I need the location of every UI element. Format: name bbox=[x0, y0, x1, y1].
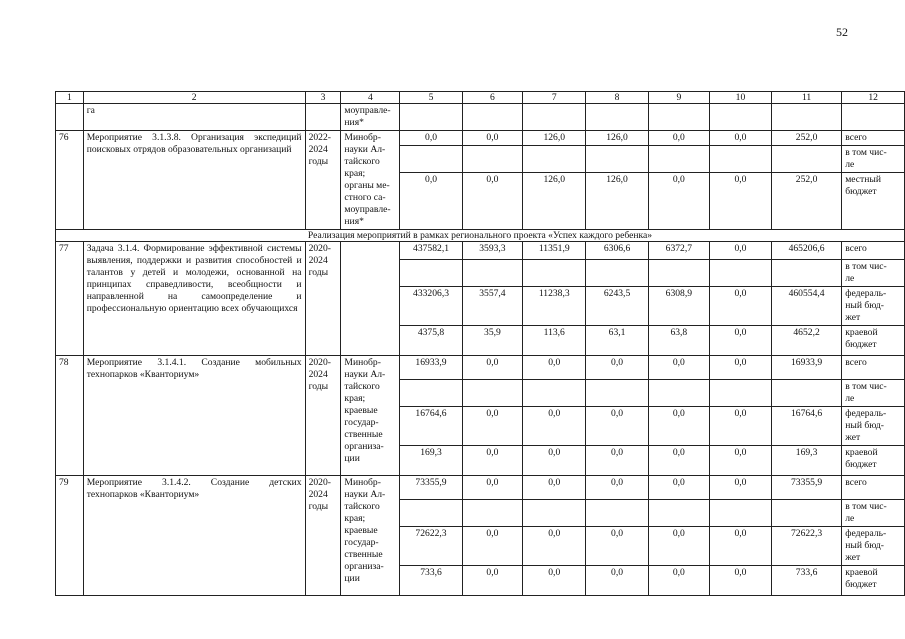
value-cell: 0,0 bbox=[523, 527, 586, 566]
funding-source: всего bbox=[842, 242, 905, 260]
funding-source: в том чис- ле bbox=[842, 500, 905, 527]
cell-name: га bbox=[83, 104, 305, 131]
value-cell bbox=[771, 500, 841, 527]
value-cell: 465206,6 bbox=[771, 242, 841, 260]
value-cell: 0,0 bbox=[586, 446, 648, 476]
value-cell bbox=[648, 500, 709, 527]
value-cell: 733,6 bbox=[400, 566, 462, 596]
value-cell: 72622,3 bbox=[771, 527, 841, 566]
row-name: Мероприятие 3.1.4.2. Создание детских технопарков «Кванториум» bbox=[83, 476, 305, 596]
value-cell: 0,0 bbox=[648, 356, 709, 380]
table-row bbox=[56, 356, 905, 380]
value-cell: 16764,6 bbox=[400, 407, 462, 446]
value-cell: 126,0 bbox=[523, 173, 586, 230]
column-header: 12 bbox=[842, 92, 905, 104]
row-years: 2020- 2024 годы bbox=[305, 356, 341, 476]
value-cell: 0,0 bbox=[709, 131, 771, 146]
value-cell bbox=[400, 380, 462, 407]
column-header: 4 bbox=[341, 92, 400, 104]
value-cell bbox=[586, 380, 648, 407]
value-cell: 0,0 bbox=[523, 476, 586, 500]
value-cell: 0,0 bbox=[586, 476, 648, 500]
value-cell bbox=[523, 380, 586, 407]
value-cell: 72622,3 bbox=[400, 527, 462, 566]
value-cell bbox=[523, 500, 586, 527]
funding-source: краевой бюджет bbox=[842, 446, 905, 476]
value-cell: 169,3 bbox=[400, 446, 462, 476]
value-cell: 169,3 bbox=[771, 446, 841, 476]
value-cell: 437582,1 bbox=[400, 242, 462, 260]
value-cell: 0,0 bbox=[523, 356, 586, 380]
value-cell: 0,0 bbox=[648, 566, 709, 596]
funding-source: всего bbox=[842, 131, 905, 146]
value-cell: 0,0 bbox=[586, 527, 648, 566]
value-cell: 63,8 bbox=[648, 326, 709, 356]
value-cell bbox=[709, 500, 771, 527]
value-cell: 73355,9 bbox=[400, 476, 462, 500]
value-cell: 0,0 bbox=[586, 407, 648, 446]
row-name: Задача 3.1.4. Формирование эффективной системы выявления, поддержки и развития способностей и талантов у детей и молодежи, основанной на принципах справедливости, всеобщности и направленной на самоопределение и профессиональную ориентацию всех обучающихся bbox=[83, 242, 305, 356]
column-header: 7 bbox=[523, 92, 586, 104]
value-cell: 460554,4 bbox=[771, 287, 841, 326]
funding-source: в том чис- ле bbox=[842, 146, 905, 173]
value-cell bbox=[586, 146, 648, 173]
value-cell bbox=[400, 146, 462, 173]
value-cell bbox=[648, 380, 709, 407]
value-cell bbox=[709, 380, 771, 407]
value-cell: 0,0 bbox=[462, 527, 522, 566]
cell-empty bbox=[771, 104, 841, 131]
table-row bbox=[56, 131, 905, 146]
value-cell: 0,0 bbox=[709, 173, 771, 230]
value-cell: 11238,3 bbox=[523, 287, 586, 326]
cell-empty bbox=[462, 104, 522, 131]
column-header: 10 bbox=[709, 92, 771, 104]
value-cell: 0,0 bbox=[648, 446, 709, 476]
value-cell: 4652,2 bbox=[771, 326, 841, 356]
value-cell: 0,0 bbox=[709, 326, 771, 356]
value-cell: 0,0 bbox=[462, 566, 522, 596]
value-cell: 126,0 bbox=[586, 131, 648, 146]
value-cell: 0,0 bbox=[586, 566, 648, 596]
cell-empty bbox=[648, 104, 709, 131]
value-cell bbox=[523, 260, 586, 287]
row-number: 78 bbox=[56, 356, 84, 476]
value-cell: 0,0 bbox=[709, 287, 771, 326]
value-cell: 0,0 bbox=[648, 173, 709, 230]
column-header: 2 bbox=[83, 92, 305, 104]
value-cell: 6306,6 bbox=[586, 242, 648, 260]
value-cell: 0,0 bbox=[586, 356, 648, 380]
cell-empty bbox=[56, 104, 84, 131]
value-cell bbox=[462, 146, 522, 173]
value-cell: 0,0 bbox=[709, 527, 771, 566]
value-cell: 126,0 bbox=[586, 173, 648, 230]
value-cell bbox=[586, 500, 648, 527]
value-cell: 6308,9 bbox=[648, 287, 709, 326]
row-executor: Минобр- науки Ал- тайского края; краевые государ- ственные организа- ции bbox=[341, 476, 400, 596]
row-number: 79 bbox=[56, 476, 84, 596]
column-header: 11 bbox=[771, 92, 841, 104]
value-cell: 0,0 bbox=[462, 356, 522, 380]
funding-source: федераль- ный бюд- жет bbox=[842, 527, 905, 566]
value-cell bbox=[400, 260, 462, 287]
value-cell bbox=[523, 146, 586, 173]
row-executor: Минобр- науки Ал- тайского края; краевые государ- ственные организа- ции bbox=[341, 356, 400, 476]
value-cell: 0,0 bbox=[648, 131, 709, 146]
column-header: 6 bbox=[462, 92, 522, 104]
funding-source: всего bbox=[842, 356, 905, 380]
value-cell: 0,0 bbox=[709, 407, 771, 446]
value-cell: 733,6 bbox=[771, 566, 841, 596]
funding-source: краевой бюджет bbox=[842, 326, 905, 356]
section-row bbox=[56, 230, 905, 242]
value-cell: 16933,9 bbox=[400, 356, 462, 380]
value-cell: 4375,8 bbox=[400, 326, 462, 356]
value-cell: 3557,4 bbox=[462, 287, 522, 326]
cell-empty bbox=[709, 104, 771, 131]
value-cell: 63,1 bbox=[586, 326, 648, 356]
funding-source: федераль- ный бюд- жет bbox=[842, 287, 905, 326]
funding-source: всего bbox=[842, 476, 905, 500]
value-cell: 0,0 bbox=[648, 407, 709, 446]
value-cell: 0,0 bbox=[709, 566, 771, 596]
value-cell bbox=[586, 260, 648, 287]
value-cell: 0,0 bbox=[400, 173, 462, 230]
cell-empty bbox=[523, 104, 586, 131]
value-cell: 0,0 bbox=[523, 566, 586, 596]
value-cell: 0,0 bbox=[648, 476, 709, 500]
column-header: 3 bbox=[305, 92, 341, 104]
row-executor bbox=[341, 242, 400, 356]
value-cell: 126,0 bbox=[523, 131, 586, 146]
value-cell bbox=[709, 146, 771, 173]
header-row bbox=[56, 92, 905, 104]
cell-empty bbox=[842, 104, 905, 131]
value-cell: 0,0 bbox=[709, 446, 771, 476]
value-cell: 252,0 bbox=[771, 173, 841, 230]
cell-empty bbox=[586, 104, 648, 131]
value-cell: 35,9 bbox=[462, 326, 522, 356]
value-cell: 0,0 bbox=[462, 476, 522, 500]
value-cell: 0,0 bbox=[709, 242, 771, 260]
cell-executor: моуправле- ния* bbox=[341, 104, 400, 131]
value-cell bbox=[462, 500, 522, 527]
row-executor: Минобр- науки Ал- тайского края; органы ме- стного са- моуправле- ния* bbox=[341, 131, 400, 230]
value-cell: 0,0 bbox=[400, 131, 462, 146]
value-cell: 0,0 bbox=[462, 173, 522, 230]
row-years: 2022- 2024 годы bbox=[305, 131, 341, 230]
column-header: 8 bbox=[586, 92, 648, 104]
funding-source: в том чис- ле bbox=[842, 260, 905, 287]
funding-source: федераль- ный бюд- жет bbox=[842, 407, 905, 446]
value-cell bbox=[462, 380, 522, 407]
funding-source: местный бюджет bbox=[842, 173, 905, 230]
value-cell: 6243,5 bbox=[586, 287, 648, 326]
value-cell: 73355,9 bbox=[771, 476, 841, 500]
value-cell: 11351,9 bbox=[523, 242, 586, 260]
table-row bbox=[56, 476, 905, 500]
column-header: 1 bbox=[56, 92, 84, 104]
row-years: 2020- 2024 годы bbox=[305, 476, 341, 596]
table-row bbox=[56, 242, 905, 260]
value-cell: 6372,7 bbox=[648, 242, 709, 260]
value-cell bbox=[648, 260, 709, 287]
value-cell: 0,0 bbox=[462, 407, 522, 446]
row-number: 76 bbox=[56, 131, 84, 230]
column-header: 9 bbox=[648, 92, 709, 104]
value-cell bbox=[771, 380, 841, 407]
funding-source: краевой бюджет bbox=[842, 566, 905, 596]
row-years: 2020- 2024 годы bbox=[305, 242, 341, 356]
row-name: Мероприятие 3.1.4.1. Создание мобильных технопарков «Кванториум» bbox=[83, 356, 305, 476]
value-cell: 16764,6 bbox=[771, 407, 841, 446]
value-cell: 0,0 bbox=[709, 356, 771, 380]
value-cell bbox=[462, 260, 522, 287]
value-cell bbox=[771, 260, 841, 287]
row-name: Мероприятие 3.1.3.8. Организация экспедиций поисковых отрядов образовательных организаций bbox=[83, 131, 305, 230]
continued-row bbox=[56, 104, 905, 131]
page-number: 52 bbox=[836, 25, 848, 39]
cell-empty bbox=[305, 104, 341, 131]
column-header: 5 bbox=[400, 92, 462, 104]
value-cell: 113,6 bbox=[523, 326, 586, 356]
value-cell: 0,0 bbox=[462, 446, 522, 476]
value-cell: 0,0 bbox=[462, 131, 522, 146]
value-cell: 433206,3 bbox=[400, 287, 462, 326]
cell-empty bbox=[400, 104, 462, 131]
value-cell: 0,0 bbox=[648, 527, 709, 566]
section-title: Реализация мероприятий в рамках регионального проекта «Успех каждого ребенка» bbox=[56, 230, 905, 242]
funding-source: в том чис- ле bbox=[842, 380, 905, 407]
value-cell bbox=[771, 146, 841, 173]
value-cell bbox=[648, 146, 709, 173]
row-number: 77 bbox=[56, 242, 84, 356]
value-cell bbox=[709, 260, 771, 287]
value-cell: 0,0 bbox=[523, 446, 586, 476]
value-cell: 0,0 bbox=[709, 476, 771, 500]
value-cell: 3593,3 bbox=[462, 242, 522, 260]
value-cell: 252,0 bbox=[771, 131, 841, 146]
value-cell bbox=[400, 500, 462, 527]
value-cell: 16933,9 bbox=[771, 356, 841, 380]
budget-table bbox=[55, 91, 905, 596]
value-cell: 0,0 bbox=[523, 407, 586, 446]
